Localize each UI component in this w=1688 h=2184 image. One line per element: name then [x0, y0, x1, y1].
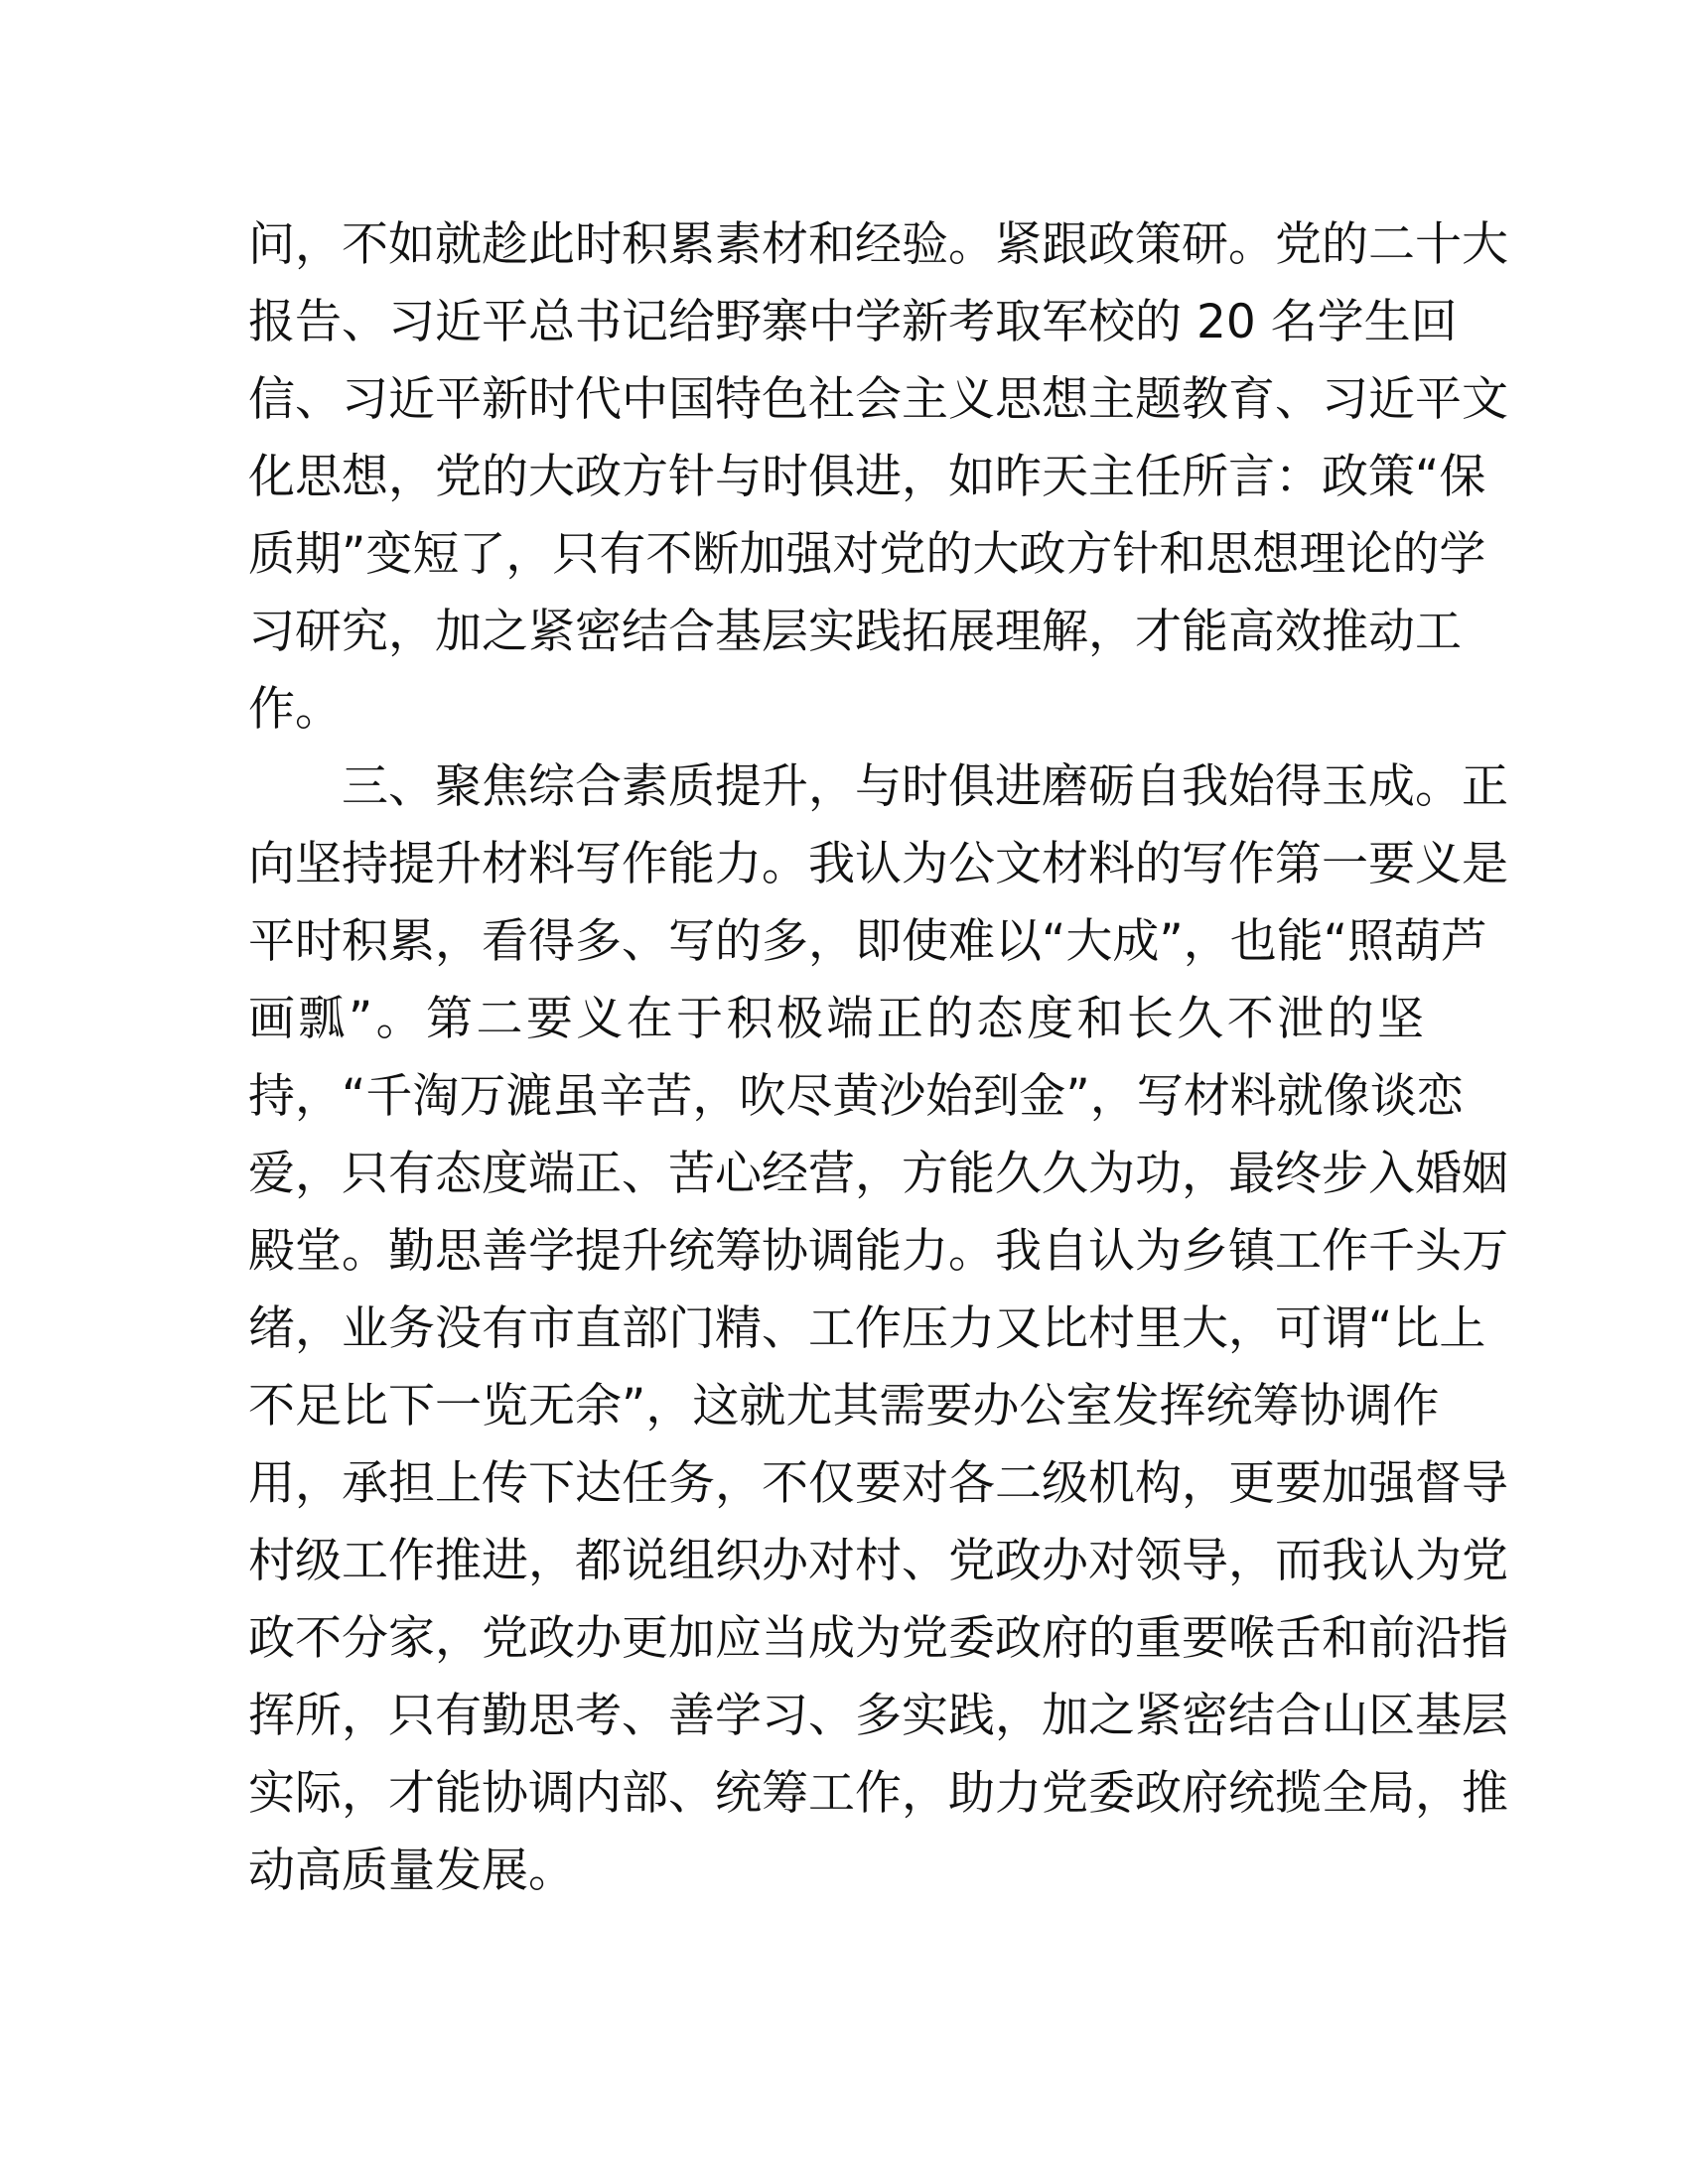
text-line: 问，不如就趁此时积累素材和经验。紧跟政策研。党的二十大 [248, 217, 1508, 272]
text-line: 化思想，党的大政方针与时俱进，如昨天主任所言：政策“保 [248, 450, 1486, 504]
text-line: 政不分家，党政办更加应当成为党委政府的重要喉舌和前沿指 [248, 1611, 1508, 1666]
text-line: 质期”变短了，只有不断加强对党的大政方针和思想理论的学 [248, 527, 1486, 582]
text-line: 向坚持提升材料写作能力。我认为公文材料的写作第一要义是 [248, 837, 1508, 891]
text-line: 实际，才能协调内部、统筹工作，助力党委政府统揽全局，推 [248, 1766, 1508, 1821]
paragraph [248, 206, 1508, 749]
text-line: 绪，业务没有市直部门精、工作压力又比村里大，可谓“比上 [248, 1301, 1486, 1356]
text-line: 用，承担上传下达任务，不仅要对各二级机构，更要加强督导 [248, 1456, 1508, 1511]
text-line: 平时积累，看得多、写的多，即使难以“大成”，也能“照葫芦 [248, 914, 1488, 969]
text-line: 挥所，只有勤思考、善学习、多实践，加之紧密结合山区基层 [248, 1689, 1508, 1743]
text-line: 动高质量发展。 [248, 1843, 575, 1898]
text-line: 爱，只有态度端正、苦心经营，方能久久为功，最终步入婚姻 [248, 1147, 1508, 1201]
text-line: 三、聚焦综合素质提升，与时俱进磨砺自我始得玉成。正 [342, 759, 1508, 814]
text-line: 持，“千淘万漉虽辛苦，吹尽黄沙始到金”，写材料就像谈恋 [248, 1069, 1464, 1124]
text-line: 画瓢”。第二要义在于积极端正的态度和长久不泄的坚 [248, 992, 1424, 1046]
text-line: 村级工作推进，都说组织办对村、党政办对领导，而我认为党 [248, 1534, 1508, 1588]
text-line: 不足比下一览无余”，这就尤其需要办公室发挥统筹协调作 [248, 1379, 1440, 1433]
paragraph [248, 749, 1508, 1910]
text-line: 报告、习近平总书记给野寨中学新考取军校的 20 名学生回 [248, 295, 1458, 349]
document-page [248, 206, 1508, 1910]
text-line: 习研究，加之紧密结合基层实践拓展理解，才能高效推动工 [248, 605, 1462, 659]
text-line: 作。 [248, 682, 342, 737]
text-line: 信、习近平新时代中国特色社会主义思想主题教育、习近平文 [248, 372, 1508, 427]
text-line: 殿堂。勤思善学提升统筹协调能力。我自认为乡镇工作千头万 [248, 1224, 1508, 1279]
